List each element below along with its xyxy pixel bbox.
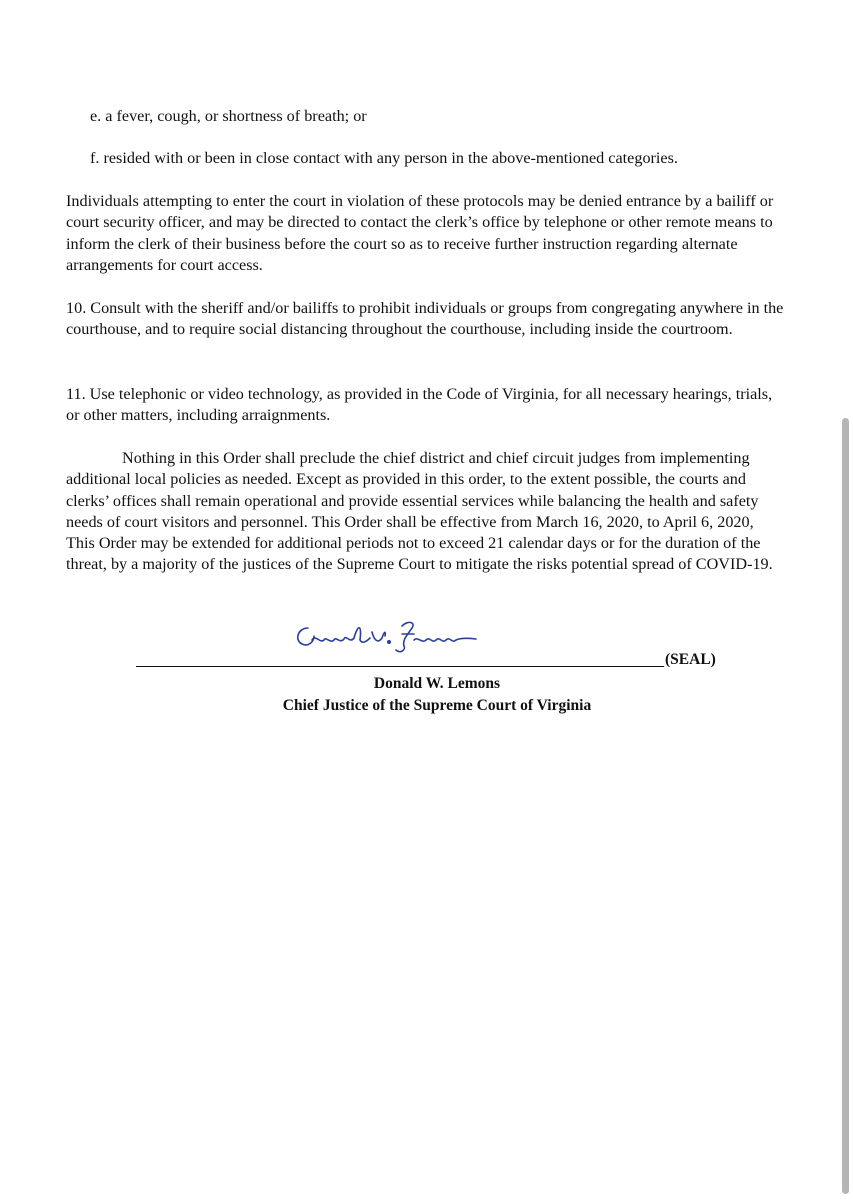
paragraph-item-11: 11. Use telephonic or video technology, as provided in the Code of Virginia, for all necessary hearings, trials, or other matters, including arraignments. [66,385,773,425]
list-item-e: e. a fever, cough, or shortness of breath; or [90,107,367,125]
signer-title: Chief Justice of the Supreme Court of Virginia [282,697,592,714]
signer-name: Donald W. Lemons [373,675,501,692]
paragraph-item-10: 10. Consult with the sheriff and/or bailiffs to prohibit individuals or groups from congregating anywhere in the courthouse, and to require social distancing throughout the courthouse, including inside the courtroom. [66,299,784,339]
signature-line [136,666,664,667]
paragraph-order-scope: Nothing in this Order shall preclude the chief district and chief circuit judges from implementing additional local policies as needed. Except as provided in this order, to the extent possible, the courts and clerks’ offices shall remain operational and provide essential services while balancing the health and safety needs of court visitors and personnel. This Order shall be effective from March 16, 2020, to April 6, 2020, This Order may be extended for additional periods not to exceed 21 calendar days or for the duration of the threat, by a majority of the justices of the Supreme Court to mitigate the risks potential spread of COVID-19. [66,449,773,574]
list-item-f: f. resided with or been in close contact with any person in the above-mentioned categories. [90,149,678,167]
scrollbar-thumb[interactable] [842,418,849,1194]
signature-line-row [136,650,736,672]
vertical-scrollbar[interactable] [839,0,853,1200]
paragraph-entry-violation: Individuals attempting to enter the court in violation of these protocols may be denied entrance by a bailiff or court security officer, and may be directed to contact the clerk’s office by telephone or other remote means to inform the clerk of their business before the court so as to receive further instruction regarding alternate arrangements for court access. [66,192,774,274]
seal-label: (SEAL) [665,651,716,668]
